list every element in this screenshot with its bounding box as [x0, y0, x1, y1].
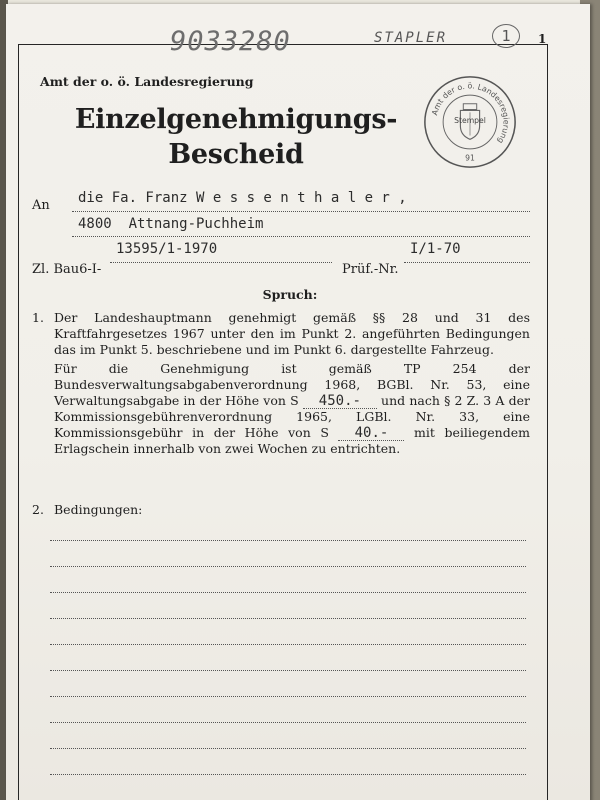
condition-line [50, 774, 526, 775]
addressee-label: An [32, 198, 50, 213]
condition-line [50, 566, 526, 567]
pruef-label: Prüf.-Nr. [342, 262, 399, 277]
handwritten-file-number: 9033280 [170, 26, 291, 57]
addressee-line-2: 4800 Attnang-Puchheim [78, 216, 264, 232]
addressee-line-2-rule [72, 236, 530, 237]
fee-text-b: und nach § 2 Z. 3 A der Kommissionsgebührenverordnung 1965, LGBl. Nr. 33, eine Kommissionsgebühr in der Höhe von S [54, 393, 530, 440]
zl-rule [110, 262, 332, 263]
item-1-sentence: Der Landeshauptmann genehmigt gemäß §§ 28 und 31 des Kraftfahrgesetzes 1967 unter den im Punkt 2. angeführten Bedingungen das im Punkt 5. beschriebene und im Punkt 6. dargestellte Fahrzeug. [54, 310, 530, 357]
item-1-text [54, 310, 530, 457]
section-heading-spruch: Spruch: [262, 287, 318, 302]
condition-line [50, 592, 526, 593]
condition-line [50, 618, 526, 619]
title-line-2: Bescheid [168, 139, 304, 170]
condition-line [50, 748, 526, 749]
item-2-number: 2. [32, 502, 44, 517]
stamp-ring-text: Amt der o. ö. Landesregierung [430, 81, 511, 146]
title-line-1: Einzelgenehmigungs- [74, 104, 398, 135]
stamp-number: 91 [465, 153, 475, 163]
pruef-value: I/1-70 [410, 241, 461, 257]
handwritten-circled-number: 1 [492, 24, 520, 48]
condition-line [50, 722, 526, 723]
fee-value-2: 40.- [338, 427, 404, 441]
stamp-center-text: Stempel [454, 115, 486, 125]
condition-line [50, 540, 526, 541]
fee-text-c: mit beiliegendem Erlagschein innerhalb von zwei Wochen zu entrichten. [54, 425, 530, 456]
zl-label: Zl. Bau6-I- [32, 262, 102, 277]
fee-text-a: Für die Genehmigung ist gemäß TP 254 der Bundesverwaltungsabgabenverordnung 1968, BGBl. Nr. 53, eine Verwaltungsabgabe in der Höhe von S [54, 361, 530, 408]
document-page [6, 4, 590, 800]
addressee-line-1-rule [72, 211, 530, 212]
item-1-number: 1. [32, 310, 44, 325]
condition-line [50, 670, 526, 671]
addressee-line-1: die Fa. Franz W e s s e n t h a l e r , [78, 190, 407, 206]
authority-name: Amt der o. ö. Landesregierung [40, 74, 254, 89]
condition-line [50, 644, 526, 645]
document-title [66, 102, 406, 172]
item-1-fee-paragraph [54, 361, 530, 457]
page-number: 1 [538, 32, 547, 46]
condition-line [50, 696, 526, 697]
zl-value: 13595/1-1970 [116, 241, 218, 257]
pruef-rule [404, 262, 530, 263]
handwritten-stapler-note: STAPLER [374, 30, 448, 46]
official-stamp [422, 74, 518, 170]
fee-value-1: 450.- [303, 395, 377, 409]
item-2-label: Bedingungen: [54, 502, 143, 517]
